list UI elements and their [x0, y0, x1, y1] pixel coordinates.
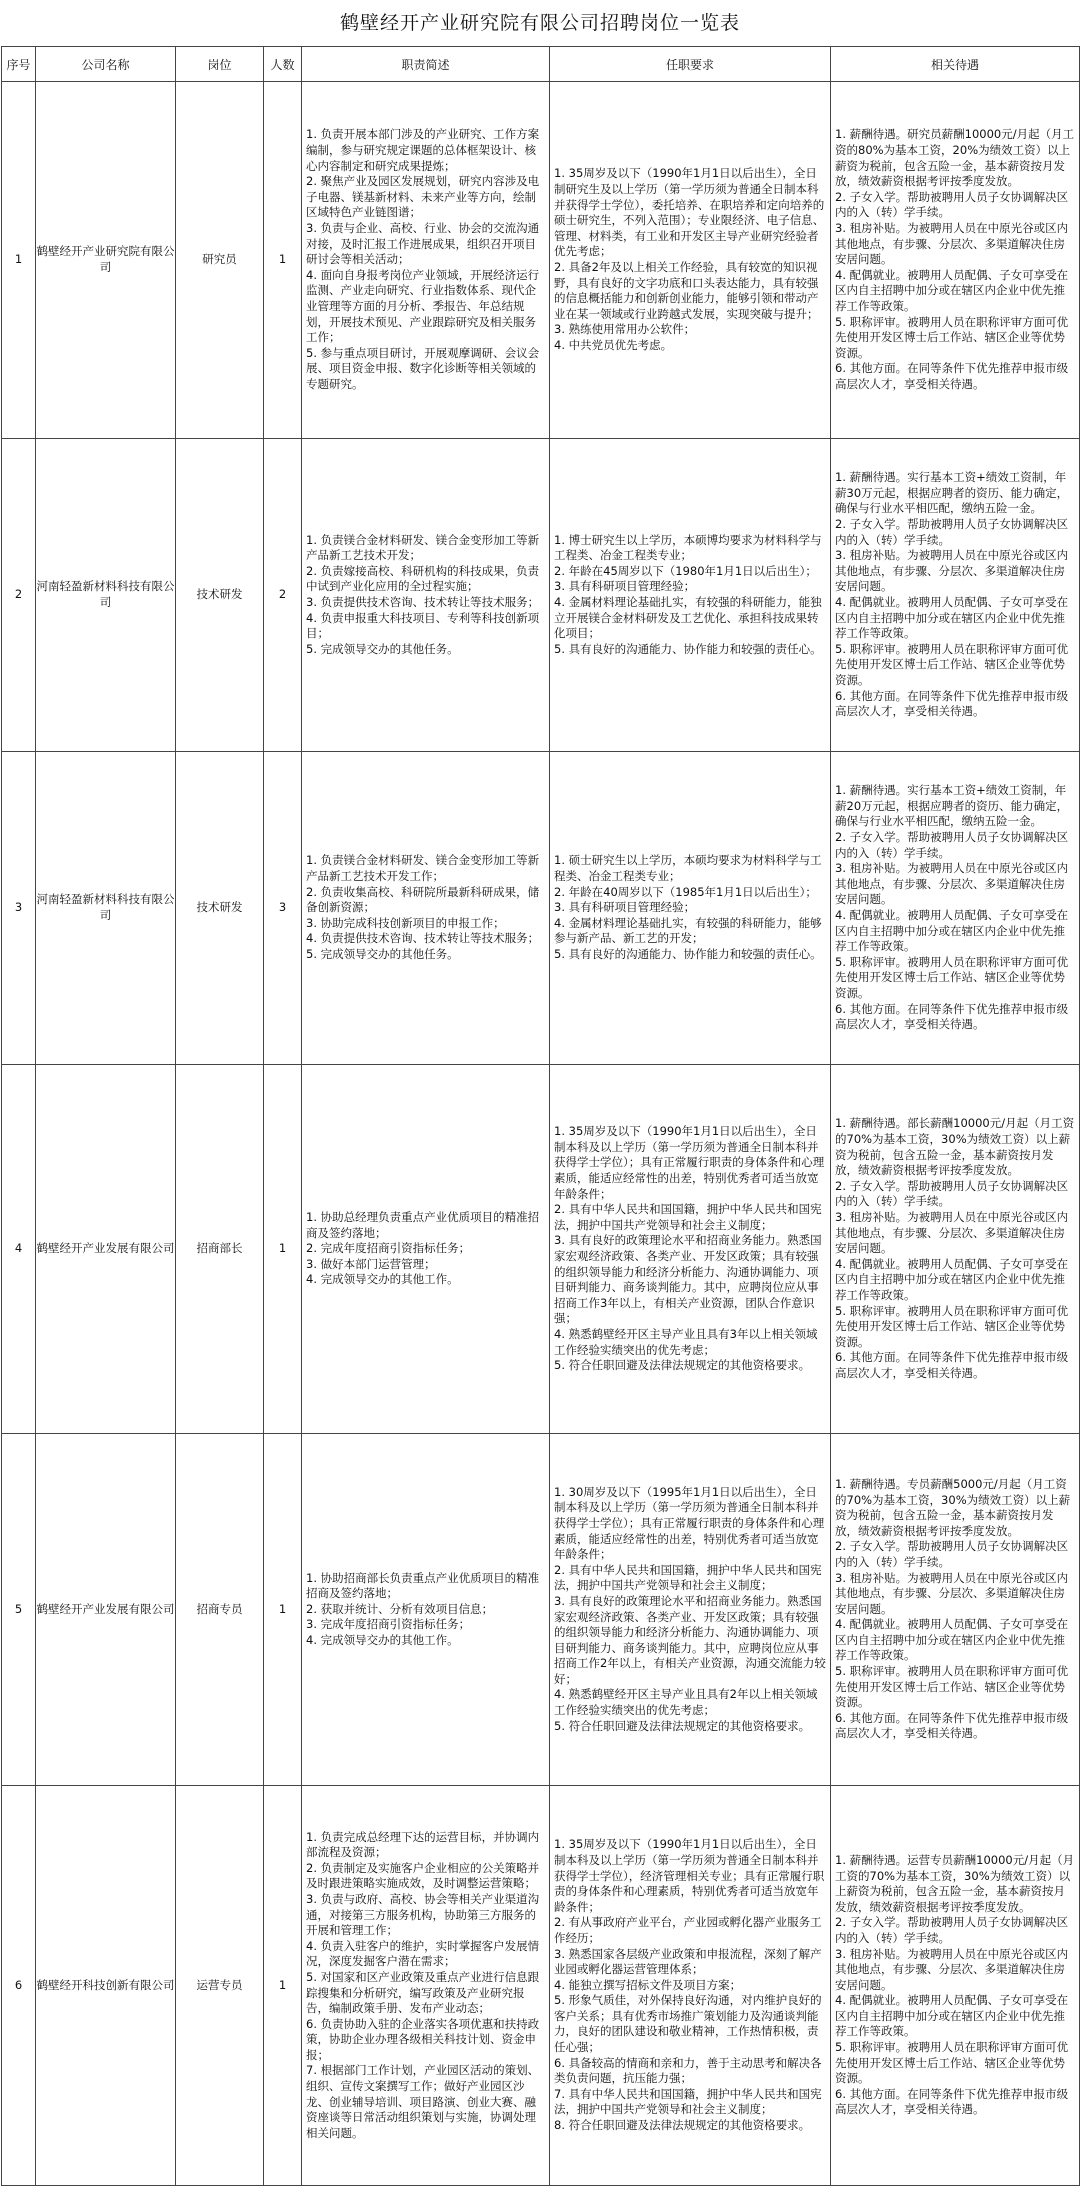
header-seq: 序号 — [2, 47, 36, 82]
cell-requirements-line: 2. 具备2年及以上相关工作经验，具有较宽的知识视野，具有良好的文字功底和口头表达能力，具有较强的信息概括能力和创新创业能力，能够引领和带动产业在某一领域或行业跨越式发展，实现突破与提升； — [554, 260, 819, 321]
cell-requirements-content — [554, 1837, 826, 2133]
cell-benefits-line: 6. 其他方面。在同等条件下优先推荐申报市级高层次人才，享受相关待遇。 — [835, 1350, 1069, 1380]
cell-duties-line: 1. 协助招商部长负责重点产业优质项目的精准招商及签约落地； — [306, 1570, 540, 1601]
cell-duties-line: 1. 负责镁合金材料研发、镁合金变形加工等新产品新工艺技术开发工作； — [306, 853, 540, 884]
cell-benefits-line: 2. 子女入学。帮助被聘用人员子女协调解决区内的入（转）学手续。 — [835, 1178, 1069, 1209]
cell-position: 招商专员 — [176, 1434, 264, 1786]
cell-benefits-content — [835, 1853, 1075, 2118]
cell-benefits-line: 1. 薪酬待遇。部长薪酬10000元/月起（月工资的70%为基本工资，30%为绩效工资）以上薪资为税前，包含五险一金，基本薪资按月发放，绩效薪资根据考评按季度发放。 — [835, 1116, 1075, 1178]
cell-benefits-line: 1. 薪酬待遇。运营专员薪酬10000元/月起（月工资的70%为基本工资，30%为绩效工资）以上薪资为税前，包含五险一金，基本薪资按月发放，绩效薪资根据考评按季度发放。 — [835, 1852, 1075, 1914]
cell-benefits — [831, 1434, 1080, 1786]
cell-requirements-line: 8. 符合任职回避及法律法规规定的其他资格要求。 — [554, 2118, 811, 2133]
cell-benefits-content — [835, 1116, 1075, 1381]
cell-requirements-line: 4. 金属材料理论基础扎实，有较强的科研能力，能独立开展镁合金材料研发及工艺优化、承担科技成果转化项目； — [554, 595, 822, 641]
cell-duties-line: 2. 完成年度招商引资指标任务； — [306, 1241, 471, 1256]
cell-requirements — [550, 1434, 831, 1786]
cell-duties-content — [306, 1830, 545, 2142]
cell-duties-line: 4. 负责入驻客户的维护，实时掌握客户发展情况，深度发掘客户潜在需求； — [306, 1938, 540, 1969]
cell-benefits-line: 6. 其他方面。在同等条件下优先推荐申报市级高层次人才，享受相关待遇。 — [835, 1710, 1069, 1741]
cell-requirements-line: 1. 35周岁及以下（1990年1月1日以后出生），全日制本科及以上学历（第一学历须为普通全日制本科并获得学士学位）；具有正常履行职责的身体条件和心理素质，能适应经常性的出差，特别优秀者可适当放宽年龄条件； — [554, 1124, 825, 1201]
cell-benefits — [831, 1786, 1080, 2186]
cell-requirements-line: 5. 形象气质佳，对外保持良好沟通，对内维护良好的客户关系；具有优秀市场推广策划能力及沟通谈判能力，良好的团队建设和敬业精神，工作热情积极，责任心强； — [554, 1993, 822, 2055]
cell-requirements-line: 3. 具有科研项目管理经验； — [554, 900, 696, 915]
cell-requirements-line: 4. 能独立撰写招标文件及项目方案； — [554, 1977, 742, 1992]
cell-seq: 3 — [2, 752, 36, 1065]
cell-benefits-line: 6. 其他方面。在同等条件下优先推荐申报市级高层次人才，享受相关待遇。 — [835, 1001, 1069, 1032]
cell-seq: 4 — [2, 1065, 36, 1434]
cell-requirements-line: 6. 具备较高的情商和亲和力，善于主动思考和解决各类负责问题，抗压能力强； — [554, 2055, 822, 2086]
cell-position: 研究员 — [176, 82, 264, 439]
cell-benefits-line: 1. 薪酬待遇。实行基本工资+绩效工资制，年薪20万元起，根据应聘者的资历、能力确定，确保与行业水平相匹配，缴纳五险一金。 — [835, 783, 1069, 829]
recruitment-table — [1, 46, 1080, 2186]
cell-requirements-content — [554, 533, 826, 658]
cell-company: 河南轻盈新材料科技有限公司 — [36, 752, 176, 1065]
cell-seq: 1 — [2, 82, 36, 439]
header-position: 岗位 — [176, 47, 264, 82]
cell-benefits-line: 1. 薪酬待遇。专员薪酬5000元/月起（月工资的70%为基本工资，30%为绩效工资）以上薪资为税前，包含五险一金，基本薪资按月发放，绩效薪资根据考评按季度发放。 — [835, 1476, 1071, 1538]
cell-benefits-line: 2. 子女入学。帮助被聘用人员子女协调解决区内的入（转）学手续。 — [835, 189, 1069, 220]
cell-requirements-line: 2. 年龄在40周岁以下（1985年1月1日以后出生）； — [554, 884, 817, 899]
cell-requirements — [550, 82, 831, 439]
cell-benefits-line: 3. 租房补贴。为被聘用人员在中原光谷或区内其他地点，有步骤、分层次、多渠道解决住房安居问题。 — [835, 221, 1069, 267]
cell-company: 鹤壁经开产业发展有限公司 — [36, 1434, 176, 1786]
cell-requirements-line: 3. 具有良好的政策理论水平和招商业务能力。熟悉国家宏观经济政策、各类产业、开发区政策；具有较强的组织领导能力和经济分析能力、沟通协调能力、项目研判能力、商务谈判能力。其中，应聘岗位应从事招商工作2年以上，有相关产业资源，沟通交流能力较好； — [554, 1593, 826, 1686]
table-row — [2, 752, 1080, 1065]
cell-requirements-content — [554, 853, 826, 962]
cell-position: 招商部长 — [176, 1065, 264, 1434]
cell-requirements-line: 2. 具有中华人民共和国国籍，拥护中华人民共和国宪法，拥护中国共产党领导和社会主义制度； — [554, 1562, 822, 1593]
cell-benefits-line: 4. 配偶就业。被聘用人员配偶、子女可享受在区内自主招聘中加分或在辖区内企业中优先推荐工作等政策。 — [835, 908, 1069, 954]
table-row — [2, 82, 1080, 439]
cell-benefits-content — [835, 1477, 1075, 1742]
cell-duties-line: 1. 负责开展本部门涉及的产业研究、工作方案编制，参与研究规定课题的总体框架设计、核心内容制定和研究成果提炼； — [306, 127, 540, 173]
cell-duties-line: 1. 负责完成总经理下达的运营目标，并协调内部流程及资源； — [306, 1829, 540, 1860]
cell-benefits-line: 4. 配偶就业。被聘用人员配偶、子女可享受在区内自主招聘中加分或在辖区内企业中优先推荐工作等政策。 — [835, 595, 1069, 641]
header-duties: 职责简述 — [302, 47, 550, 82]
cell-benefits — [831, 1065, 1080, 1434]
cell-requirements-line: 2. 有从事政府产业平台，产业园或孵化器产业服务工作经历； — [554, 1915, 822, 1945]
header-count: 人数 — [264, 47, 302, 82]
cell-duties-line: 3. 负责与政府、高校、协会等相关产业渠道沟通，对接第三方服务机构，协助第三方服务的开展和管理工作； — [306, 1891, 540, 1938]
cell-requirements-line: 5. 具有良好的沟通能力、协作能力和较强的责任心。 — [554, 946, 822, 961]
cell-benefits-line: 6. 其他方面。在同等条件下优先推荐申报市级高层次人才，享受相关待遇。 — [835, 2086, 1069, 2117]
cell-benefits-line: 3. 租房补贴。为被聘用人员在中原光谷或区内其他地点，有步骤、分层次、多渠道解决住房安居问题。 — [835, 861, 1069, 907]
cell-count: 1 — [264, 1786, 302, 2186]
cell-duties-line: 2. 负责嫁接高校、科研机构的科技成果，负责中试到产业化应用的全过程实施； — [306, 563, 540, 594]
cell-duties-line: 3. 完成年度招商引资指标任务； — [306, 1617, 471, 1632]
header-company: 公司名称 — [36, 47, 176, 82]
cell-benefits-line: 6. 其他方面。在同等条件下优先推荐申报市级高层次人才，享受相关待遇。 — [835, 688, 1069, 719]
cell-duties-content — [306, 533, 545, 658]
cell-requirements-content — [554, 1124, 826, 1374]
cell-duties-content — [306, 1571, 545, 1649]
cell-requirements-line: 4. 金属材料理论基础扎实，有较强的科研能力，能够参与新产品、新工艺的开发； — [554, 915, 822, 946]
cell-requirements-line: 3. 具有科研项目管理经验； — [554, 579, 696, 594]
cell-requirements-line: 1. 30周岁及以下（1995年1月1日以后出生），全日制本科及以上学历（第一学历须为普通全日制本科并获得学士学位）；具有正常履行职责的身体条件和心理素质，能适应经常性的出差，特别优秀者可适当放宽年龄条件； — [554, 1484, 825, 1562]
cell-duties — [302, 1434, 550, 1786]
cell-duties-line: 5. 完成领导交办的其他任务。 — [306, 946, 459, 961]
cell-duties-content — [306, 127, 545, 392]
cell-requirements-line: 5. 符合任职回避及法律法规规定的其他资格要求。 — [554, 1358, 811, 1373]
cell-position: 技术研发 — [176, 439, 264, 752]
cell-benefits-line: 6. 其他方面。在同等条件下优先推荐申报市级高层次人才，享受相关待遇。 — [835, 361, 1069, 391]
cell-position: 技术研发 — [176, 752, 264, 1065]
table-body — [2, 82, 1080, 2186]
table-row — [2, 439, 1080, 752]
cell-duties-line: 2. 负责收集高校、科研院所最新科研成果，储备创新资源； — [306, 884, 540, 915]
cell-duties — [302, 82, 550, 439]
cell-requirements-line: 4. 熟悉鹤壁经开区主导产业且具有2年以上相关领域工作经验实绩突出的优先考虑； — [554, 1687, 818, 1718]
cell-seq: 5 — [2, 1434, 36, 1786]
cell-duties-line: 3. 协助完成科技创新项目的申报工作； — [306, 915, 505, 930]
table-row — [2, 1786, 1080, 2186]
cell-benefits-content — [835, 470, 1075, 720]
cell-benefits — [831, 439, 1080, 752]
cell-requirements-line: 2. 具有中华人民共和国国籍，拥护中华人民共和国宪法，拥护中国共产党领导和社会主义制度； — [554, 1202, 822, 1232]
cell-requirements-line: 2. 年龄在45周岁以下（1980年1月1日以后出生）； — [554, 563, 817, 578]
cell-duties-line: 2. 负责制定及实施客户企业相应的公关策略并及时跟进策略实施成效，及时调整运营策略； — [306, 1860, 540, 1891]
cell-duties-line: 5. 完成领导交办的其他任务。 — [306, 641, 459, 656]
cell-duties — [302, 1065, 550, 1434]
cell-benefits-line: 2. 子女入学。帮助被聘用人员子女协调解决区内的入（转）学手续。 — [835, 1915, 1069, 1945]
cell-count: 3 — [264, 752, 302, 1065]
cell-company: 鹤壁经开科技创新有限公司 — [36, 1786, 176, 2186]
cell-duties-line: 7. 根据部门工作计划，产业园区活动的策划、组织、宣传文案撰写工作；做好产业园区沙龙、创业辅导培训、项目路演、创业大赛、融资座谈等日常活动组织策划与实施，协调处理相关问题。 — [306, 2063, 540, 2140]
cell-duties-line: 4. 负责提供技术咨询、技术转让等技术服务； — [306, 931, 540, 946]
cell-benefits-line: 4. 配偶就业。被聘用人员配偶、子女可享受在区内自主招聘中加分或在辖区内企业中优先推荐工作等政策。 — [835, 267, 1069, 313]
cell-duties — [302, 439, 550, 752]
cell-count: 1 — [264, 82, 302, 439]
cell-benefits-line: 1. 薪酬待遇。实行基本工资+绩效工资制，年薪30万元起，根据应聘者的资历、能力确定，确保与行业水平相匹配，缴纳五险一金。 — [835, 470, 1069, 516]
cell-requirements — [550, 1786, 831, 2186]
cell-duties-content — [306, 853, 545, 962]
cell-requirements — [550, 752, 831, 1065]
table-header-row — [2, 47, 1080, 82]
cell-duties-line: 1. 负责镁合金材料研发、镁合金变形加工等新产品新工艺技术开发； — [306, 532, 540, 563]
cell-seq: 6 — [2, 1786, 36, 2186]
cell-benefits-line: 2. 子女入学。帮助被聘用人员子女协调解决区内的入（转）学手续。 — [835, 1539, 1069, 1569]
cell-benefits-line: 2. 子女入学。帮助被聘用人员子女协调解决区内的入（转）学手续。 — [835, 517, 1069, 547]
cell-requirements-line: 7. 具有中华人民共和国国籍，拥护中华人民共和国宪法，拥护中国共产党领导和社会主义制度； — [554, 2086, 822, 2117]
cell-requirements-line: 5. 具有良好的沟通能力、协作能力和较强的责任心。 — [554, 641, 822, 656]
cell-requirements-content — [554, 1485, 826, 1735]
cell-duties-line: 6. 负责协助入驻的企业落实各项优惠和扶持政策，协助企业办理各级相关科技计划、资金申报； — [306, 2016, 540, 2062]
cell-benefits-line: 3. 租房补贴。为被聘用人员在中原光谷或区内其他地点，有步骤、分层次、多渠道解决住房安居问题。 — [835, 1946, 1069, 1992]
cell-duties-line: 1. 协助总经理负责重点产业优质项目的精准招商及签约落地； — [306, 1210, 540, 1240]
cell-duties-content — [306, 1210, 545, 1288]
cell-requirements-line: 1. 硕士研究生以上学历，本硕均要求为材料科学与工程类、冶金工程类专业； — [554, 853, 822, 884]
cell-duties-line: 3. 负责提供技术咨询、技术转让等技术服务； — [306, 595, 540, 609]
cell-requirements — [550, 439, 831, 752]
cell-duties-line: 2. 获取并统计、分析有效项目信息； — [306, 1601, 494, 1616]
cell-duties — [302, 1786, 550, 2186]
cell-benefits-line: 5. 职称评审。被聘用人员在职称评审方面可优先使用开发区博士后工作站、辖区企业等优势资源。 — [835, 2040, 1069, 2086]
cell-company: 鹤壁经开产业发展有限公司 — [36, 1065, 176, 1434]
cell-requirements-line: 4. 中共党员优先考虑。 — [554, 337, 673, 352]
cell-requirements-line: 3. 熟练使用常用办公软件； — [554, 322, 696, 337]
cell-duties-line: 4. 负责申报重大科技项目、专利等科技创新项目； — [306, 610, 540, 641]
cell-count: 1 — [264, 1434, 302, 1786]
cell-benefits-line: 3. 租房补贴。为被聘用人员在中原光谷或区内其他地点，有步骤、分层次、多渠道解决住房安居问题。 — [835, 548, 1069, 594]
cell-benefits-line: 5. 职称评审。被聘用人员在职称评审方面可优先使用开发区博士后工作站、辖区企业等优势资源。 — [835, 954, 1069, 1000]
cell-duties-line: 3. 做好本部门运营管理； — [306, 1256, 436, 1271]
cell-benefits — [831, 752, 1080, 1065]
cell-count: 1 — [264, 1065, 302, 1434]
cell-requirements-content — [554, 166, 826, 353]
cell-requirements-line: 3. 具有良好的政策理论水平和招商业务能力。熟悉国家宏观经济政策、各类产业、开发区政策；具有较强的组织领导能力和经济分析能力、沟通协调能力、项目研判能力、商务谈判能力。其中，应聘岗位应从事招商工作3年以上，有相关产业资源，团队合作意识强； — [554, 1233, 822, 1326]
cell-duties-line: 4. 完成领导交办的其他工作。 — [306, 1272, 459, 1287]
cell-benefits — [831, 82, 1080, 439]
table-row — [2, 1065, 1080, 1434]
cell-company: 河南轻盈新材料科技有限公司 — [36, 439, 176, 752]
cell-requirements — [550, 1065, 831, 1434]
cell-benefits-content — [835, 783, 1075, 1033]
cell-duties — [302, 752, 550, 1065]
cell-duties-line: 5. 对国家和区产业政策及重点产业进行信息跟踪搜集和分析研究，编写政策及产业研究报告，编制政策手册、发布产业动态； — [306, 1969, 540, 2016]
cell-duties-line: 5. 参与重点项目研讨，开展观摩调研、会议会展、项目资金申报、数字化诊断等相关领域的专题研究。 — [306, 345, 540, 391]
header-benefits: 相关待遇 — [831, 47, 1080, 82]
cell-benefits-line: 5. 职称评审。被聘用人员在职称评审方面可优先使用开发区博士后工作站、辖区企业等优势资源。 — [835, 1303, 1069, 1349]
cell-requirements-line: 1. 博士研究生以上学历，本硕博均要求为材料科学与工程类、冶金工程类专业； — [554, 532, 822, 563]
cell-benefits-line: 3. 租房补贴。为被聘用人员在中原光谷或区内其他地点，有步骤、分层次、多渠道解决住房安居问题。 — [835, 1570, 1069, 1616]
cell-benefits-line: 4. 配偶就业。被聘用人员配偶、子女可享受在区内自主招聘中加分或在辖区内企业中优先推荐工作等政策。 — [835, 1617, 1069, 1663]
cell-requirements-line: 4. 熟悉鹤壁经开区主导产业且具有3年以上相关领域工作经验实绩突出的优先考虑； — [554, 1326, 818, 1357]
cell-benefits-line: 5. 职称评审。被聘用人员在职称评审方面可优先使用开发区博士后工作站、辖区企业等优势资源。 — [835, 314, 1069, 360]
cell-benefits-line: 1. 薪酬待遇。研究员薪酬10000元/月起（月工资的80%为基本工资，20%为绩效工资）以上薪资为税前，包含五险一金，基本薪资按月发放，绩效薪资根据考评按季度发放。 — [835, 127, 1075, 189]
cell-requirements-line: 1. 35周岁及以下（1990年1月1日以后出生），全日制本科及以上学历（第一学历须为普通全日制本科并获得学士学位），经济管理相关专业；具有正常履行职责的身体条件和心理素质，特别优秀者可适当放宽年龄条件； — [554, 1837, 825, 1914]
cell-benefits-line: 4. 配偶就业。被聘用人员配偶、子女可享受在区内自主招聘中加分或在辖区内企业中优先推荐工作等政策。 — [835, 1993, 1069, 2039]
cell-benefits-line: 5. 职称评审。被聘用人员在职称评审方面可优先使用开发区博士后工作站、辖区企业等优势资源。 — [835, 641, 1069, 687]
table-row — [2, 1434, 1080, 1786]
cell-benefits-line: 2. 子女入学。帮助被聘用人员子女协调解决区内的入（转）学手续。 — [835, 830, 1069, 860]
cell-requirements-line: 5. 符合任职回避及法律法规规定的其他资格要求。 — [554, 1718, 811, 1733]
cell-company: 鹤壁经开产业研究院有限公司 — [36, 82, 176, 439]
header-requirements: 任职要求 — [550, 47, 831, 82]
cell-benefits-line: 3. 租房补贴。为被聘用人员在中原光谷或区内其他地点，有步骤、分层次、多渠道解决住房安居问题。 — [835, 1210, 1069, 1256]
cell-duties-line: 2. 聚焦产业及园区发展规划，研究内容涉及电子电器、镁基新材料、未来产业等方向，绘制区域特色产业链图谱； — [306, 174, 540, 220]
cell-requirements-line: 1. 35周岁及以下（1990年1月1日以后出生），全日制研究生及以上学历（第一学历须为普通全日制本科并获得学士学位），委托培养、在职培养和定向培养的硕士研究生，不列入范围）；专业限经济、电子信息、管理、材料类，有工业和开发区主导产业研究经验者优先考虑； — [554, 166, 825, 259]
cell-benefits-content — [835, 127, 1075, 392]
cell-duties-line: 3. 负责与企业、高校、行业、协会的交流沟通对接，及时汇报工作进展成果，组织召开项目研讨会等相关活动； — [306, 221, 540, 267]
cell-duties-line: 4. 完成领导交办的其他工作。 — [306, 1632, 459, 1647]
cell-requirements-line: 3. 熟悉国家各层级产业政策和申报流程，深刻了解产业园或孵化器运营管理体系； — [554, 1946, 822, 1977]
cell-seq: 2 — [2, 439, 36, 752]
cell-duties-line: 4. 面向自身报考岗位产业领域，开展经济运行监测、产业走向研究、行业指数体系、现代企业管理等方面的月分析、季报告、年总结规划，开展技术预见、产业跟踪研究及相关服务工作； — [306, 267, 540, 345]
cell-count: 2 — [264, 439, 302, 752]
cell-benefits-line: 5. 职称评审。被聘用人员在职称评审方面可优先使用开发区博士后工作站、辖区企业等优势资源。 — [835, 1664, 1069, 1710]
cell-position: 运营专员 — [176, 1786, 264, 2186]
page-title: 鹤壁经开产业研究院有限公司招聘岗位一览表 — [339, 12, 740, 34]
cell-benefits-line: 4. 配偶就业。被聘用人员配偶、子女可享受在区内自主招聘中加分或在辖区内企业中优先推荐工作等政策。 — [835, 1256, 1069, 1302]
